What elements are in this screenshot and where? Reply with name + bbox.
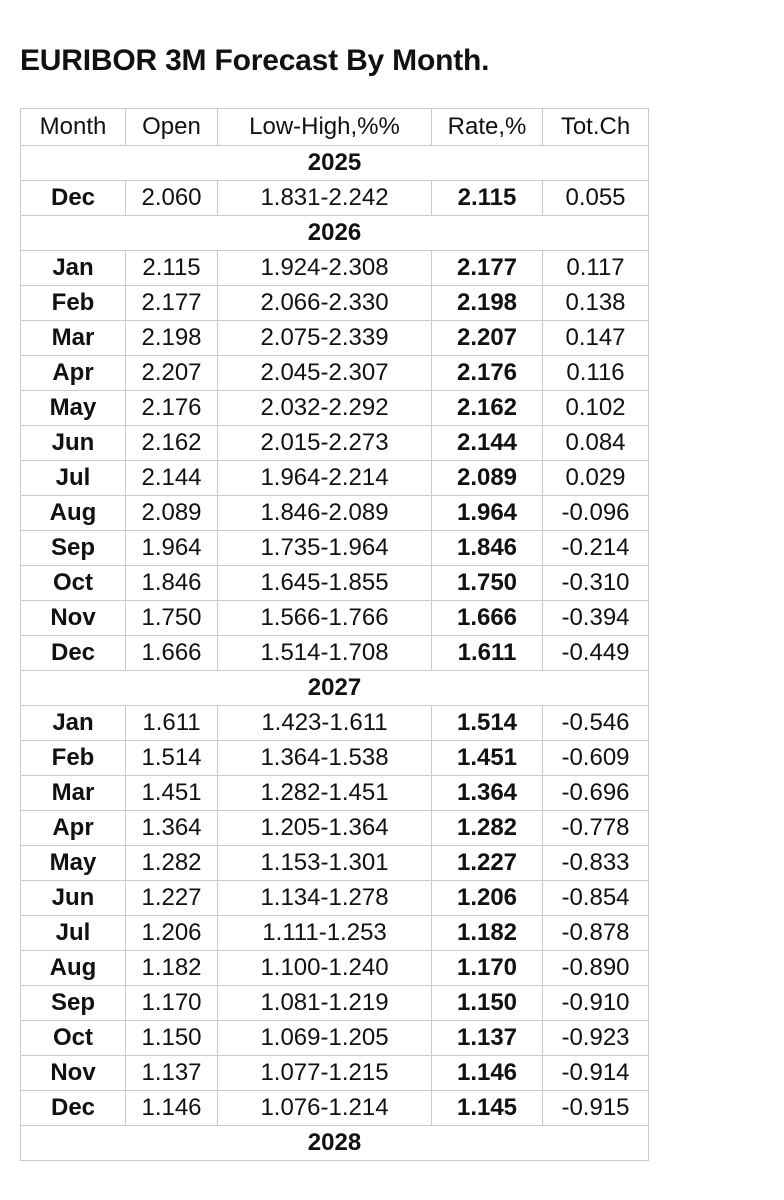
low-high-cell: 1.100-1.240 <box>218 951 432 986</box>
total-change-cell: -0.878 <box>543 916 649 951</box>
open-cell: 1.182 <box>126 951 218 986</box>
month-cell: Apr <box>21 356 126 391</box>
month-cell: May <box>21 846 126 881</box>
open-cell: 1.451 <box>126 776 218 811</box>
low-high-cell: 2.032-2.292 <box>218 391 432 426</box>
open-cell: 2.177 <box>126 286 218 321</box>
year-row <box>21 146 649 181</box>
year-row <box>21 1126 649 1161</box>
month-cell: Aug <box>21 951 126 986</box>
total-change-cell: -0.546 <box>543 706 649 741</box>
rate-cell: 1.846 <box>432 531 543 566</box>
month-cell: Feb <box>21 741 126 776</box>
rate-cell: 1.182 <box>432 916 543 951</box>
total-change-cell: -0.923 <box>543 1021 649 1056</box>
rate-cell: 2.115 <box>432 181 543 216</box>
rate-cell: 1.964 <box>432 496 543 531</box>
table-row <box>21 776 649 811</box>
table-row <box>21 636 649 671</box>
total-change-cell: 0.084 <box>543 426 649 461</box>
open-cell: 2.207 <box>126 356 218 391</box>
rate-cell: 1.451 <box>432 741 543 776</box>
low-high-cell: 1.566-1.766 <box>218 601 432 636</box>
open-cell: 2.176 <box>126 391 218 426</box>
rate-cell: 1.364 <box>432 776 543 811</box>
total-change-cell: -0.915 <box>543 1091 649 1126</box>
open-cell: 1.666 <box>126 636 218 671</box>
year-row <box>21 216 649 251</box>
table-row <box>21 531 649 566</box>
low-high-cell: 1.364-1.538 <box>218 741 432 776</box>
low-high-cell: 1.964-2.214 <box>218 461 432 496</box>
month-cell: Jul <box>21 461 126 496</box>
open-cell: 1.137 <box>126 1056 218 1091</box>
month-cell: Aug <box>21 496 126 531</box>
month-cell: Sep <box>21 531 126 566</box>
rate-cell: 1.146 <box>432 1056 543 1091</box>
low-high-cell: 1.423-1.611 <box>218 706 432 741</box>
rate-cell: 1.206 <box>432 881 543 916</box>
rate-cell: 1.150 <box>432 986 543 1021</box>
table-row <box>21 1056 649 1091</box>
total-change-cell: 0.147 <box>543 321 649 356</box>
year-label: 2028 <box>21 1126 649 1161</box>
year-row <box>21 671 649 706</box>
month-cell: Oct <box>21 566 126 601</box>
open-cell: 1.170 <box>126 986 218 1021</box>
table-row <box>21 811 649 846</box>
total-change-cell: -0.449 <box>543 636 649 671</box>
year-label: 2027 <box>21 671 649 706</box>
month-cell: Jun <box>21 881 126 916</box>
year-label: 2025 <box>21 146 649 181</box>
table-row <box>21 286 649 321</box>
low-high-cell: 1.514-1.708 <box>218 636 432 671</box>
table-row <box>21 916 649 951</box>
month-cell: Dec <box>21 181 126 216</box>
total-change-cell: 0.102 <box>543 391 649 426</box>
month-cell: Jan <box>21 251 126 286</box>
column-header-open: Open <box>126 109 218 146</box>
low-high-cell: 1.081-1.219 <box>218 986 432 1021</box>
low-high-cell: 1.645-1.855 <box>218 566 432 601</box>
column-header-rate: Rate,% <box>432 109 543 146</box>
month-cell: Jan <box>21 706 126 741</box>
open-cell: 1.750 <box>126 601 218 636</box>
total-change-cell: -0.394 <box>543 601 649 636</box>
open-cell: 2.089 <box>126 496 218 531</box>
month-cell: May <box>21 391 126 426</box>
total-change-cell: -0.914 <box>543 1056 649 1091</box>
month-cell: Sep <box>21 986 126 1021</box>
total-change-cell: -0.609 <box>543 741 649 776</box>
table-row <box>21 461 649 496</box>
table-row <box>21 881 649 916</box>
low-high-cell: 1.831-2.242 <box>218 181 432 216</box>
table-row <box>21 566 649 601</box>
table-row <box>21 846 649 881</box>
low-high-cell: 1.076-1.214 <box>218 1091 432 1126</box>
table-row <box>21 426 649 461</box>
month-cell: Nov <box>21 1056 126 1091</box>
table-row <box>21 251 649 286</box>
open-cell: 2.162 <box>126 426 218 461</box>
rate-cell: 1.750 <box>432 566 543 601</box>
open-cell: 2.144 <box>126 461 218 496</box>
low-high-cell: 1.735-1.964 <box>218 531 432 566</box>
header-row <box>21 109 649 146</box>
total-change-cell: 0.055 <box>543 181 649 216</box>
table-row <box>21 321 649 356</box>
rate-cell: 1.145 <box>432 1091 543 1126</box>
month-cell: Nov <box>21 601 126 636</box>
table-row <box>21 741 649 776</box>
open-cell: 1.282 <box>126 846 218 881</box>
rate-cell: 1.514 <box>432 706 543 741</box>
low-high-cell: 2.075-2.339 <box>218 321 432 356</box>
total-change-cell: -0.096 <box>543 496 649 531</box>
low-high-cell: 1.846-2.089 <box>218 496 432 531</box>
total-change-cell: -0.310 <box>543 566 649 601</box>
month-cell: Dec <box>21 636 126 671</box>
low-high-cell: 1.111-1.253 <box>218 916 432 951</box>
open-cell: 1.364 <box>126 811 218 846</box>
month-cell: Jul <box>21 916 126 951</box>
table-row <box>21 601 649 636</box>
month-cell: Feb <box>21 286 126 321</box>
total-change-cell: -0.854 <box>543 881 649 916</box>
month-cell: Dec <box>21 1091 126 1126</box>
rate-cell: 1.170 <box>432 951 543 986</box>
low-high-cell: 2.066-2.330 <box>218 286 432 321</box>
rate-cell: 2.176 <box>432 356 543 391</box>
forecast-table <box>20 108 649 1161</box>
open-cell: 2.060 <box>126 181 218 216</box>
rate-cell: 2.162 <box>432 391 543 426</box>
table-row <box>21 356 649 391</box>
open-cell: 1.206 <box>126 916 218 951</box>
table-row <box>21 986 649 1021</box>
rate-cell: 2.177 <box>432 251 543 286</box>
table-body <box>21 146 649 1161</box>
table-row <box>21 1091 649 1126</box>
low-high-cell: 1.282-1.451 <box>218 776 432 811</box>
table-row <box>21 181 649 216</box>
open-cell: 1.514 <box>126 741 218 776</box>
total-change-cell: -0.910 <box>543 986 649 1021</box>
month-cell: Jun <box>21 426 126 461</box>
total-change-cell: -0.696 <box>543 776 649 811</box>
month-cell: Mar <box>21 776 126 811</box>
open-cell: 1.227 <box>126 881 218 916</box>
low-high-cell: 1.134-1.278 <box>218 881 432 916</box>
low-high-cell: 1.205-1.364 <box>218 811 432 846</box>
total-change-cell: -0.890 <box>543 951 649 986</box>
table-row <box>21 1021 649 1056</box>
total-change-cell: 0.138 <box>543 286 649 321</box>
month-cell: Oct <box>21 1021 126 1056</box>
rate-cell: 1.666 <box>432 601 543 636</box>
total-change-cell: -0.214 <box>543 531 649 566</box>
column-header-month: Month <box>21 109 126 146</box>
open-cell: 1.150 <box>126 1021 218 1056</box>
year-label: 2026 <box>21 216 649 251</box>
rate-cell: 2.089 <box>432 461 543 496</box>
open-cell: 1.964 <box>126 531 218 566</box>
rate-cell: 1.227 <box>432 846 543 881</box>
total-change-cell: 0.116 <box>543 356 649 391</box>
rate-cell: 2.207 <box>432 321 543 356</box>
rate-cell: 1.137 <box>432 1021 543 1056</box>
table-row <box>21 391 649 426</box>
open-cell: 1.611 <box>126 706 218 741</box>
open-cell: 1.846 <box>126 566 218 601</box>
low-high-cell: 1.924-2.308 <box>218 251 432 286</box>
low-high-cell: 1.069-1.205 <box>218 1021 432 1056</box>
total-change-cell: -0.833 <box>543 846 649 881</box>
rate-cell: 1.282 <box>432 811 543 846</box>
table-row <box>21 706 649 741</box>
column-header-total-change: Tot.Ch <box>543 109 649 146</box>
rate-cell: 1.611 <box>432 636 543 671</box>
month-cell: Apr <box>21 811 126 846</box>
low-high-cell: 1.077-1.215 <box>218 1056 432 1091</box>
total-change-cell: -0.778 <box>543 811 649 846</box>
low-high-cell: 1.153-1.301 <box>218 846 432 881</box>
total-change-cell: 0.029 <box>543 461 649 496</box>
total-change-cell: 0.117 <box>543 251 649 286</box>
low-high-cell: 2.015-2.273 <box>218 426 432 461</box>
open-cell: 2.115 <box>126 251 218 286</box>
table-row <box>21 951 649 986</box>
low-high-cell: 2.045-2.307 <box>218 356 432 391</box>
rate-cell: 2.144 <box>432 426 543 461</box>
open-cell: 1.146 <box>126 1091 218 1126</box>
month-cell: Mar <box>21 321 126 356</box>
open-cell: 2.198 <box>126 321 218 356</box>
page-title: EURIBOR 3M Forecast By Month. <box>20 44 490 77</box>
column-header-low-high: Low-High,%% <box>218 109 432 146</box>
table-row <box>21 496 649 531</box>
rate-cell: 2.198 <box>432 286 543 321</box>
